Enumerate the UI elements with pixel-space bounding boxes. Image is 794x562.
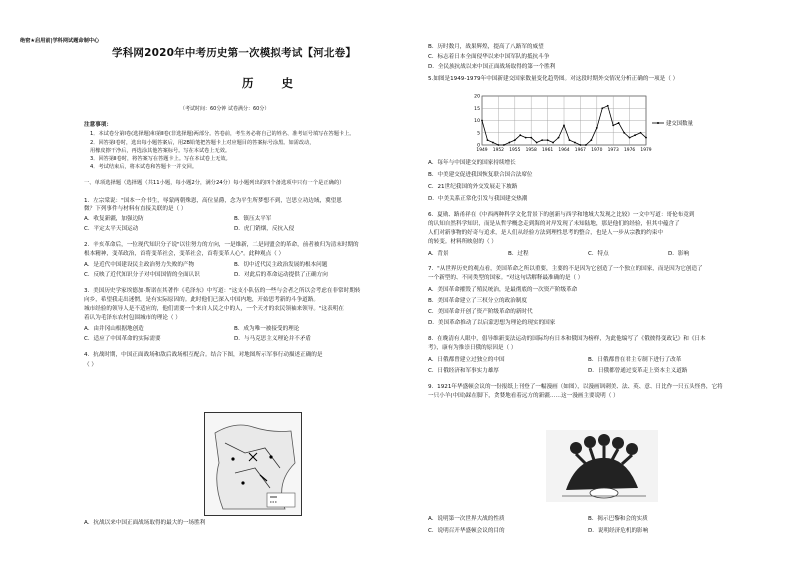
data-point: [552, 142, 554, 144]
data-point: [612, 125, 614, 127]
data-point: [569, 139, 571, 141]
q7-option-d: D．美国革命推动了以启蒙思想为理论的现实的国家: [428, 320, 556, 326]
data-point: [508, 142, 510, 144]
q8-option-b: B．日俄都曾在君主专制下进行了改革: [588, 357, 682, 363]
q3-stem-2: 向乡，希望我走出迷惘，是有实际原因的。此时他们已深入中国内地，开始思考新的斗争道路。: [84, 297, 319, 303]
data-point: [503, 144, 505, 146]
exam-info: （考试时间：60分钟 试卷满分：60分）: [180, 106, 270, 112]
q8-option-c: C．日俄经济和军事实力雄厚: [428, 368, 500, 374]
diplomacy-line-chart: [470, 93, 706, 155]
data-point: [629, 137, 631, 139]
data-point: [525, 137, 527, 139]
q9-option-d: D．说明经济危机的影响: [588, 528, 649, 534]
y-tick-label: 0: [477, 143, 480, 149]
x-tick-label: 1967: [574, 148, 586, 153]
exam-title: 学科网2020年中考历史第一次模拟考试【河北卷】: [112, 47, 357, 59]
note-2b: 用橡皮擦干净后，再选涂其他答案标号。写在本试卷上无效。: [90, 148, 231, 154]
q4-option-a: A．抗战以来中国正面战场取得的最大的一场胜利: [84, 520, 206, 526]
notes-heading: 注意事项：: [84, 122, 112, 128]
data-point: [541, 139, 543, 141]
q1-stem-1: 1．左宗棠说："国本一介书生，辱蒙两朝殊恩，高位显爵，念为平生所梦想不到，岂思立功边域，冀望恩: [84, 198, 342, 204]
data-point: [519, 134, 521, 136]
q2-stem-1: 2．辛亥革命后，一位现代知识分子说"以往努力的方向，一是维新，二是同盟会的革命，前者被归为清末时期的: [84, 242, 359, 248]
q7-option-a: A．美国革命摧毁了殖民统治，是最彻底的一次资产阶级革命: [428, 287, 578, 293]
data-point: [618, 122, 620, 124]
y-tick-label: 20: [474, 94, 480, 100]
q3-option-c: C．适应了中国革命的实际需要: [84, 336, 161, 342]
washington-conference-cartoon: [546, 430, 658, 502]
x-tick-label: 1973: [607, 148, 619, 153]
data-point: [514, 139, 516, 141]
q9-option-c: C．说明召开华盛顿会议的目的: [428, 528, 505, 534]
x-tick-label: 1958: [525, 148, 537, 153]
data-point: [536, 142, 538, 144]
battle-map: [204, 412, 302, 516]
q5-stem: 5.如图是1949-1979年中国新建交国家数量变化趋势图。对这段时期外交情况分析正确的一项是（ ）: [428, 76, 679, 82]
q9-option-b: B．揭示巴黎和会的实质: [588, 516, 648, 522]
q1-stem-2: 微？下列事件与材料有直接关联的是（ ）: [84, 206, 187, 212]
data-point: [580, 144, 582, 146]
q1-option-d: D．虎门销烟，反抗入侵: [234, 226, 295, 232]
q6-stem-3: 人们对新事物的好奇与追求，是人们从经验方法到理性思考的整合，也是人一步从宗教的约束中: [428, 230, 663, 236]
q4-option-d: D．全民族抗战以来中国正面战场取得的第一个胜利: [428, 64, 556, 70]
q7-option-c: C．美国革命开创了资产阶级革命的新时代: [428, 309, 533, 315]
x-tick-label: 1949: [476, 148, 488, 153]
data-point: [481, 120, 483, 122]
q7-stem-1: 7．"从世界历史的观点看，美国革命之所以重要，主要的不是因为它创造了一个独立的国家，而是因为它创造了: [428, 266, 703, 272]
section-heading: 一、单项选择题（选择题（共11小题，每小题2分，满分24分）每小题列出的四个备选项中只有一个是正确的）: [84, 180, 345, 186]
q6-option-c: C．特点: [588, 251, 609, 257]
right-page: [428, 0, 758, 562]
q6-stem-2: 的认知自然科学知识，而是从哲学概念走到海的对岸发现了未知陆地，那是他们的经验，但其中蕴含了: [428, 221, 680, 227]
q5-option-d: D．中美关系正常化引发与我国建交热潮: [428, 196, 528, 202]
secret-label: 绝密★启用前|学科网试题命制中心: [20, 38, 100, 44]
q8-stem-2: 考》，康有为推崇日俄的原因是（ ）: [428, 345, 517, 351]
map-graphic: [205, 413, 301, 515]
x-tick-label: 1979: [640, 148, 652, 153]
q7-stem-2: 一个新型的、不同类型的国家。"对这句话解释最准确的是（ ）: [428, 275, 584, 281]
q5-option-b: B．中美建交促进我国恢复联合国合法席位: [428, 172, 533, 178]
y-tick-label: 15: [474, 106, 480, 112]
q1-option-b: B．镇压太平军: [234, 216, 272, 222]
q4-option-b: B．历时数月，战果辉煌，提高了八路军的威望: [428, 44, 544, 50]
q2-option-a: A．是近代中国建设民主政治努力失败的产物: [84, 262, 195, 268]
q2-option-d: D．对此后的革命运动提供了正确方向: [234, 272, 328, 278]
data-point: [623, 132, 625, 134]
data-point: [530, 137, 532, 139]
x-tick-label: 1970: [591, 148, 603, 153]
data-point: [574, 142, 576, 144]
subject-title: 历 史: [242, 76, 306, 90]
q3-option-b: B．成为唯一被接受的理论: [234, 326, 300, 332]
x-tick-label: 1961: [542, 148, 554, 153]
q1-option-a: A．收复新疆，加强边防: [84, 216, 144, 222]
data-point: [498, 144, 500, 146]
q8-option-a: A．日俄都曾建立过独立的中国: [428, 357, 505, 363]
q3-option-a: A．由井冈山根据地创造: [84, 326, 144, 332]
data-point: [492, 142, 494, 144]
data-point: [596, 127, 598, 129]
note-2: 2．回答第Ⅰ卷时，选出每小题答案后，用2B铅笔把答题卡上对应题目的答案标号涂黑。如需改动，: [90, 140, 315, 146]
x-tick-label: 1952: [492, 148, 504, 153]
data-point: [558, 137, 560, 139]
q5-option-a: A．毎年与中国建交的国家持续增长: [428, 160, 516, 166]
q5-option-c: C．21世纪我国的外交发展走下坡路: [428, 184, 518, 190]
x-tick-label: 1976: [624, 148, 636, 153]
q8-stem-1: 8．在晚清有人眼中，倡导维新变法运动的国际均有日本和俄国为榜样，为此他编写了《俄彼得变政记》和《日本: [428, 336, 706, 342]
data-point: [487, 139, 489, 141]
x-tick-label: 1955: [509, 148, 521, 153]
q3-stem-4: 着认为毛泽东农村包围城市的理论（ ）: [84, 315, 181, 321]
q4-stem-2: （ ）: [84, 362, 97, 368]
data-point: [563, 125, 565, 127]
data-point: [634, 134, 636, 136]
chart-legend: [652, 119, 694, 127]
legend-label: 建交国数量: [666, 121, 693, 127]
q6-option-d: D．影响: [668, 251, 690, 257]
data-point: [645, 137, 647, 139]
data-point: [585, 144, 587, 146]
left-page: [20, 0, 400, 562]
q6-option-b: B．过程: [508, 251, 529, 257]
data-point: [607, 105, 609, 107]
data-point: [640, 132, 642, 134]
q1-option-c: C．平定太平天国运动: [84, 226, 139, 232]
data-point: [601, 107, 603, 109]
data-point: [590, 139, 592, 141]
y-tick-label: 10: [474, 119, 480, 125]
q7-option-b: B．美国革命建立了三权分立的政治制度: [428, 298, 527, 304]
note-3: 3．回答第Ⅱ卷时，将答案写在答题卡上。写在本试卷上无效。: [90, 156, 231, 162]
q2-option-b: B．切中近代民主政治发展的根本问题: [234, 262, 328, 268]
q2-option-c: C．反映了近代知识分子对中国国情的全面认识: [84, 272, 200, 278]
q3-stem-1: 3．美国历史学家埃德加·斯诺在其著作《毛泽东》中写道："这支小队伍的一些与会者之所以会考虑在非常时期转: [84, 288, 361, 294]
data-point: [547, 139, 549, 141]
q2-stem-2: 根本精神，变革政治，首将变革社会，变革社会，首将变革人心"。此种观点（ ）: [84, 251, 285, 257]
q4-option-c: C．标志着日本全面侵华以来中国军队的抵抗斗争: [428, 54, 550, 60]
note-1: 1．本试卷分第Ⅰ卷(选择题)和第Ⅱ卷(非选择题)两部分。答卷前，考生务必将自己的姓名、准考证号填写在答题卡上。: [90, 131, 355, 137]
q3-option-d: D．与马克思主义理论并不矛盾: [234, 336, 312, 342]
q6-stem-1: 6．夏勋、路甬祥在《中西两种科学文化背景下的创新与西学和地域大发现之比较》一文中写道：哥伦布竟到: [428, 212, 695, 218]
note-4: 4．考试结束后，将本试卷和答题卡一并交回。: [90, 164, 198, 170]
q9-stem-2: 一只小羊(中国)踩在脚下，贪婪地看着远方的新疆……这一漫画主要说明（ ）: [428, 393, 619, 399]
q8-option-d: D．日俄都曾通过变革走上资本主义道路: [588, 368, 688, 374]
q9-stem-1: 9．1921年华盛顿会议的一份报纸上刊登了一幅漫画（如图），以漫画讽刺美、法、英、意、日比作一只五头怪兽，它将: [428, 384, 723, 390]
q3-stem-3: 城市经验的领导人是不适应的，他们需要一个来自人民之中的人，一个天才的农民领袖来领导。"这表明在: [84, 306, 344, 312]
q6-stem-4: 的转变。材料所映射的（ ）: [428, 239, 497, 245]
q4-stem-1: 4．抗战时期，中国正面战场和敌后战场相互配合。结合下图，对地图所示军事行动描述正确的是: [84, 352, 323, 358]
y-tick-label: 5: [477, 131, 480, 137]
q9-option-a: A．说明第一次世界大战的性质: [428, 516, 505, 522]
x-tick-label: 1964: [558, 148, 570, 153]
q6-option-a: A．背景: [428, 251, 449, 257]
